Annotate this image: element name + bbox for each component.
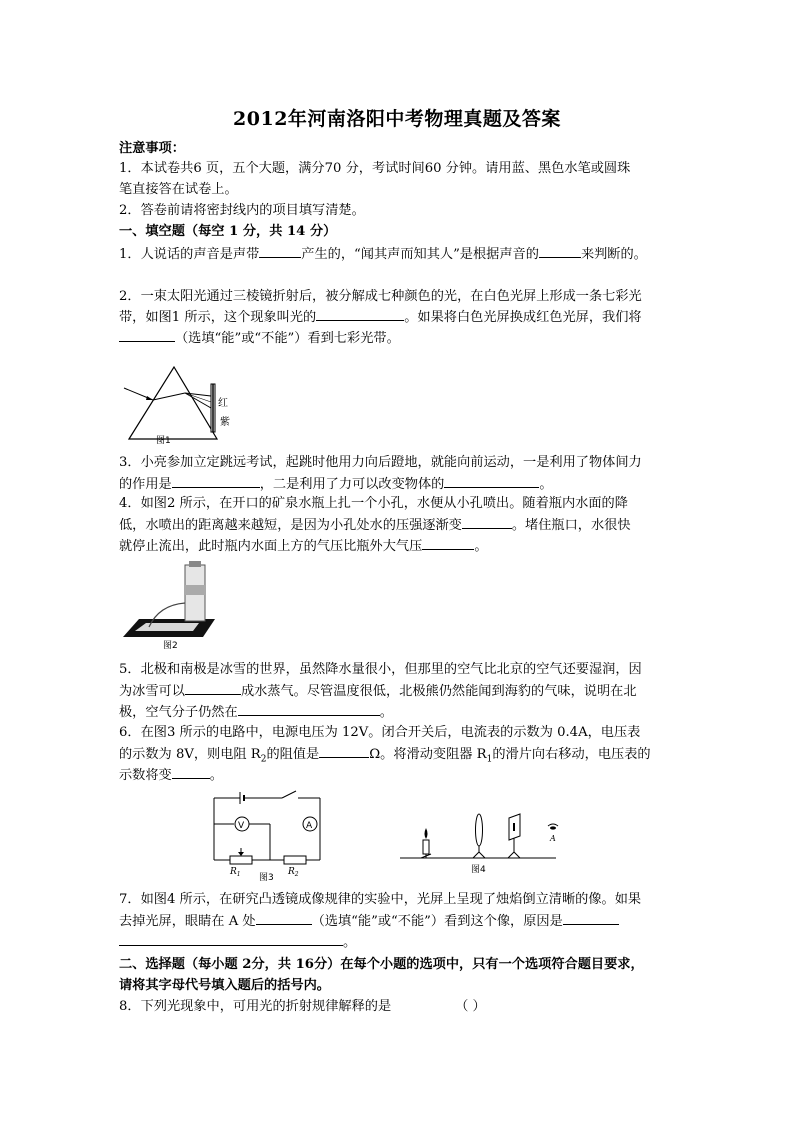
figure-3-circuit: [206, 786, 328, 882]
resistor-r1-label: $R_1$: [230, 867, 241, 878]
section2-heading-line-2: 请将其字母代号填入题后的括号内。: [119, 978, 330, 993]
figure-2-bottle: [119, 561, 219, 651]
answer-blank[interactable]: [172, 474, 260, 488]
figure-1-label: 图1: [156, 436, 171, 446]
question-2-line-3: （选填“能”或“不能”）看到七彩光带。: [119, 328, 400, 349]
question-5-line-3: 极，空气分子仍然在 。: [119, 702, 393, 723]
question-6-line-3: 示数将变 。: [119, 765, 223, 786]
figure-4-point-a: A: [550, 834, 556, 843]
question-7-line-2: 去掉光屏，眼睛在 A 处 （选填“能”或“不能”）看到这个像，原因是: [119, 911, 619, 932]
answer-paren[interactable]: （ ）: [455, 999, 486, 1014]
resistor-r2-label: $R_2$: [288, 867, 299, 878]
question-2-line-2: 带，如图1 所示，这个现象叫光的 。如果将白色光屏换成红色光屏，我们将: [119, 307, 642, 328]
answer-blank[interactable]: [259, 244, 301, 258]
question-5-line-2: 为冰雪可以 成水蒸气。尽管温度很低，北极熊仍然能闻到海豹的气味，说明在北: [119, 681, 637, 702]
notice-item-1b: 笔直接答在试卷上。: [119, 182, 238, 197]
question-3-line-1: 3．小亮参加立定跳远考试，起跳时他用力向后蹬地，就能向前运动，一是利用了物体间力: [119, 455, 642, 470]
question-7-line-3: 。: [119, 932, 356, 953]
question-7-line-1: 7．如图4 所示，在研究凸透镜成像规律的实验中，光屏上呈现了烛焰倒立清晰的像。如果: [119, 892, 642, 907]
figure-4-label: 图4: [471, 865, 486, 875]
question-4-line-2: 低，水喷出的距离越来越短，是因为小孔处水的压强逐渐变 。堵住瓶口，水很快: [119, 515, 631, 536]
answer-blank[interactable]: [185, 681, 241, 695]
figure-1-prism: [119, 350, 244, 447]
page-title: 2012年河南洛阳中考物理真题及答案: [233, 108, 561, 130]
question-2-line-1: 2．一束太阳光通过三棱镜折射后，被分解成七种颜色的光，在白色光屏上形成一条七彩光: [119, 289, 642, 304]
answer-blank[interactable]: [119, 932, 343, 946]
answer-blank[interactable]: [422, 536, 474, 550]
question-5-line-1: 5．北极和南极是冰雪的世界，虽然降水量很小，但那里的空气比北京的空气还要湿润，因: [119, 662, 642, 677]
answer-blank[interactable]: [462, 515, 512, 529]
figure-1-purple-label: 紫: [220, 417, 230, 428]
question-4-line-1: 4．如图2 所示，在开口的矿泉水瓶上扎一个小孔，水便从小孔喷出。随着瓶内水面的降: [119, 496, 628, 511]
question-6-line-2: 的示数为 8V，则电阻 $R_2$的阻值是 Ω。将滑动变阻器 $R_1$的滑片向右移动，电压表的: [119, 744, 651, 770]
answer-blank[interactable]: [444, 474, 539, 488]
section2-heading-line-1: 二、选择题（每小题 2分，共 16分）在每个小题的选项中，只有一个选项符合题目要求，: [119, 957, 644, 972]
figure-3-label: 图3: [259, 873, 274, 882]
figure-4-optical-bench: [396, 806, 580, 878]
notice-item-1a: 1．本试卷共6 页，五个大题，满分70 分，考试时间60 分钟。请用蓝、黑色水笔或圆珠: [119, 161, 631, 176]
answer-blank[interactable]: [539, 244, 581, 258]
answer-blank[interactable]: [238, 702, 380, 716]
answer-blank[interactable]: [172, 765, 210, 779]
question-3-line-2: 的作用是 ，二是利用了力可以改变物体的 。: [119, 474, 553, 495]
answer-blank[interactable]: [256, 911, 312, 925]
voltmeter-label: V: [238, 821, 245, 831]
question-4-line-3: 就停止流出，此时瓶内水面上方的气压比瓶外大气压 。: [119, 536, 488, 557]
answer-blank[interactable]: [119, 328, 175, 342]
question-1: 1．人说话的声音是声带 产生的，“闻其声而知其人”是根据声音的 来判断的。: [119, 244, 647, 265]
ammeter-label: A: [306, 821, 313, 831]
answer-blank[interactable]: [563, 911, 619, 925]
notice-item-2: 2．答卷前请将密封线内的项目填写清楚。: [119, 203, 365, 218]
section1-heading: 一、填空题（每空 1 分，共 14 分）: [119, 224, 337, 239]
figure-1-red-label: 红: [218, 398, 228, 409]
answer-blank[interactable]: [316, 307, 404, 321]
figure-2-label: 图2: [163, 641, 178, 651]
notice-heading: 注意事项：: [119, 141, 185, 156]
question-8: 8．下列光现象中，可用光的折射规律解释的是 （ ）: [119, 999, 486, 1014]
answer-blank[interactable]: [319, 744, 369, 758]
question-6-line-1: 6．在图3 所示的电路中，电源电压为 12V。闭合开关后，电流表的示数为 0.4A，电压表: [119, 725, 641, 740]
